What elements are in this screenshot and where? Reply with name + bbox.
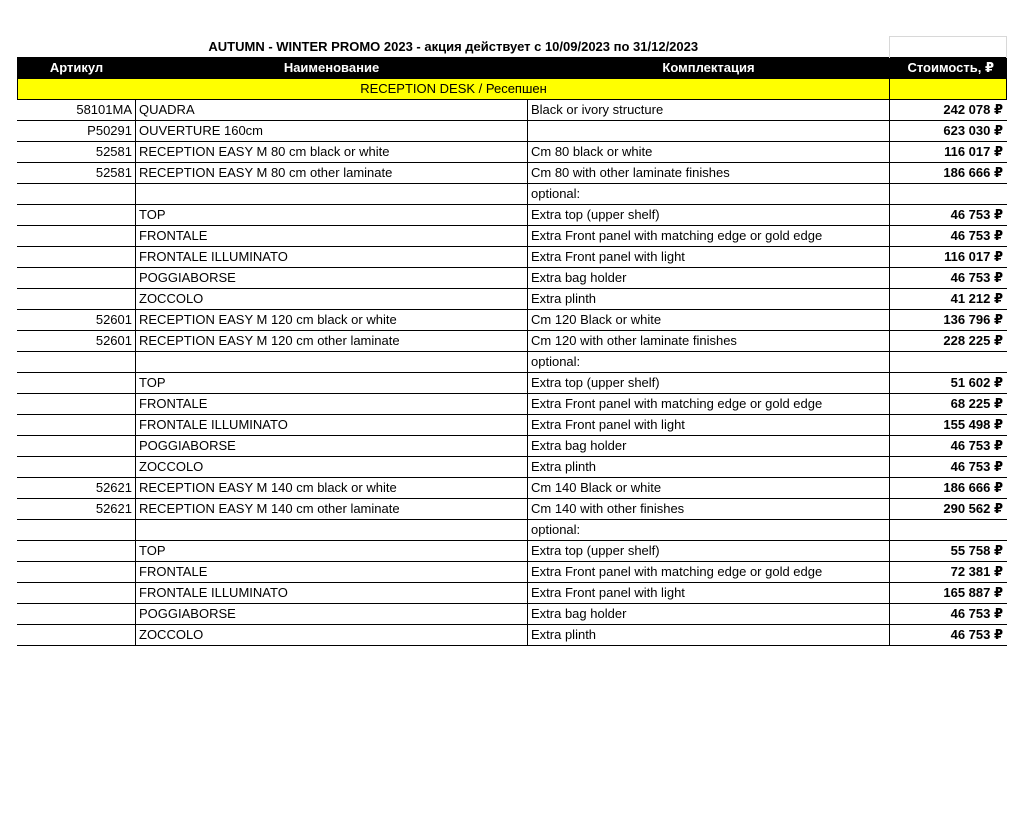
table-row [18, 540, 1007, 561]
cell-name: TOP [136, 540, 528, 561]
cell-config: Cm 120 Black or white [528, 309, 890, 330]
cell-price: 228 225 ₽ [890, 330, 1007, 351]
table-body [18, 99, 1007, 645]
title-row [18, 37, 1007, 58]
table-row [18, 204, 1007, 225]
cell-name: FRONTALE [136, 225, 528, 246]
price-table [17, 36, 1007, 646]
cell-config: Extra bag holder [528, 435, 890, 456]
cell-name: RECEPTION EASY M 140 cm other laminate [136, 498, 528, 519]
cell-price: 290 562 ₽ [890, 498, 1007, 519]
table-row [18, 246, 1007, 267]
cell-code [18, 372, 136, 393]
cell-config: Cm 80 with other laminate finishes [528, 162, 890, 183]
cell-code: 58101MA [18, 99, 136, 120]
cell-config: Extra bag holder [528, 267, 890, 288]
cell-name: POGGIABORSE [136, 435, 528, 456]
cell-price: 46 753 ₽ [890, 225, 1007, 246]
cell-price: 116 017 ₽ [890, 246, 1007, 267]
cell-name: RECEPTION EASY M 80 cm black or white [136, 141, 528, 162]
cell-config: Extra Front panel with light [528, 582, 890, 603]
section-title: RECEPTION DESK / Ресепшен [18, 78, 890, 99]
cell-price: 242 078 ₽ [890, 99, 1007, 120]
header-name: Наименование [136, 57, 528, 78]
cell-config: Extra Front panel with light [528, 414, 890, 435]
cell-price: 41 212 ₽ [890, 288, 1007, 309]
cell-name: ZOCCOLO [136, 456, 528, 477]
cell-config: Cm 120 with other laminate finishes [528, 330, 890, 351]
header-row [18, 57, 1007, 78]
table-row [18, 393, 1007, 414]
cell-code [18, 351, 136, 372]
cell-config: optional: [528, 351, 890, 372]
cell-code [18, 225, 136, 246]
cell-config: Extra plinth [528, 456, 890, 477]
title-empty-cell [890, 37, 1007, 58]
cell-name: FRONTALE [136, 561, 528, 582]
cell-name: POGGIABORSE [136, 603, 528, 624]
cell-name: POGGIABORSE [136, 267, 528, 288]
header-price: Стоимость, ₽ [890, 57, 1007, 78]
cell-code: 52621 [18, 477, 136, 498]
cell-code [18, 561, 136, 582]
cell-name: OUVERTURE 160cm [136, 120, 528, 141]
table-row [18, 624, 1007, 645]
header-code: Артикул [18, 57, 136, 78]
price-list-sheet [17, 36, 1006, 646]
table-row [18, 372, 1007, 393]
table-row [18, 183, 1007, 204]
cell-price: 46 753 ₽ [890, 204, 1007, 225]
cell-name: FRONTALE ILLUMINATO [136, 582, 528, 603]
cell-price: 72 381 ₽ [890, 561, 1007, 582]
section-row [18, 78, 1007, 99]
cell-name: RECEPTION EASY M 120 cm black or white [136, 309, 528, 330]
section-empty-cell [890, 78, 1007, 99]
cell-config: Cm 140 Black or white [528, 477, 890, 498]
cell-config: Extra plinth [528, 624, 890, 645]
cell-code [18, 183, 136, 204]
cell-code: 52601 [18, 309, 136, 330]
table-row [18, 414, 1007, 435]
table-row [18, 120, 1007, 141]
table-row [18, 477, 1007, 498]
cell-name [136, 519, 528, 540]
table-row [18, 99, 1007, 120]
cell-price: 51 602 ₽ [890, 372, 1007, 393]
cell-price: 136 796 ₽ [890, 309, 1007, 330]
cell-price: 68 225 ₽ [890, 393, 1007, 414]
cell-code [18, 603, 136, 624]
table-row [18, 603, 1007, 624]
cell-code [18, 435, 136, 456]
cell-code [18, 288, 136, 309]
cell-name: TOP [136, 372, 528, 393]
cell-config: Black or ivory structure [528, 99, 890, 120]
cell-code [18, 624, 136, 645]
cell-code [18, 393, 136, 414]
cell-code: P50291 [18, 120, 136, 141]
cell-config: Extra Front panel with matching edge or gold edge [528, 393, 890, 414]
cell-price [890, 183, 1007, 204]
table-row [18, 330, 1007, 351]
cell-price: 623 030 ₽ [890, 120, 1007, 141]
cell-config: optional: [528, 183, 890, 204]
cell-config: Extra Front panel with matching edge or gold edge [528, 561, 890, 582]
cell-price [890, 519, 1007, 540]
cell-code: 52581 [18, 162, 136, 183]
cell-price: 116 017 ₽ [890, 141, 1007, 162]
cell-config: Cm 80 black or white [528, 141, 890, 162]
header-config: Комплектация [528, 57, 890, 78]
cell-code [18, 414, 136, 435]
cell-config: optional: [528, 519, 890, 540]
cell-price: 46 753 ₽ [890, 603, 1007, 624]
table-row [18, 498, 1007, 519]
cell-code [18, 582, 136, 603]
cell-price: 46 753 ₽ [890, 624, 1007, 645]
cell-name: QUADRA [136, 99, 528, 120]
cell-config: Extra bag holder [528, 603, 890, 624]
table-row [18, 456, 1007, 477]
cell-code: 52621 [18, 498, 136, 519]
cell-price: 46 753 ₽ [890, 267, 1007, 288]
table-row [18, 141, 1007, 162]
table-row [18, 309, 1007, 330]
cell-name: FRONTALE ILLUMINATO [136, 414, 528, 435]
cell-code: 52581 [18, 141, 136, 162]
cell-code [18, 246, 136, 267]
cell-config [528, 120, 890, 141]
cell-name: RECEPTION EASY M 140 cm black or white [136, 477, 528, 498]
promo-title: AUTUMN - WINTER PROMO 2023 - акция действует с 10/09/2023 по 31/12/2023 [208, 38, 699, 54]
cell-price: 165 887 ₽ [890, 582, 1007, 603]
cell-name: TOP [136, 204, 528, 225]
cell-price: 46 753 ₽ [890, 435, 1007, 456]
cell-name [136, 183, 528, 204]
cell-code [18, 456, 136, 477]
cell-config: Extra top (upper shelf) [528, 540, 890, 561]
cell-name: FRONTALE ILLUMINATO [136, 246, 528, 267]
cell-name: ZOCCOLO [136, 288, 528, 309]
cell-config: Extra plinth [528, 288, 890, 309]
table-row [18, 435, 1007, 456]
table-row [18, 561, 1007, 582]
cell-price [890, 351, 1007, 372]
cell-config: Extra top (upper shelf) [528, 372, 890, 393]
table-row [18, 225, 1007, 246]
cell-name: FRONTALE [136, 393, 528, 414]
cell-name: ZOCCOLO [136, 624, 528, 645]
table-row [18, 288, 1007, 309]
cell-code [18, 540, 136, 561]
cell-config: Extra Front panel with matching edge or gold edge [528, 225, 890, 246]
cell-code: 52601 [18, 330, 136, 351]
cell-config: Cm 140 with other finishes [528, 498, 890, 519]
table-row [18, 351, 1007, 372]
cell-name: RECEPTION EASY M 120 cm other laminate [136, 330, 528, 351]
table-row [18, 519, 1007, 540]
table-row [18, 162, 1007, 183]
cell-price: 186 666 ₽ [890, 477, 1007, 498]
cell-price: 55 758 ₽ [890, 540, 1007, 561]
cell-price: 186 666 ₽ [890, 162, 1007, 183]
table-row [18, 582, 1007, 603]
cell-code [18, 204, 136, 225]
cell-code [18, 267, 136, 288]
cell-code [18, 519, 136, 540]
cell-price: 155 498 ₽ [890, 414, 1007, 435]
cell-name: RECEPTION EASY M 80 cm other laminate [136, 162, 528, 183]
cell-config: Extra top (upper shelf) [528, 204, 890, 225]
cell-price: 46 753 ₽ [890, 456, 1007, 477]
cell-config: Extra Front panel with light [528, 246, 890, 267]
cell-name [136, 351, 528, 372]
table-row [18, 267, 1007, 288]
